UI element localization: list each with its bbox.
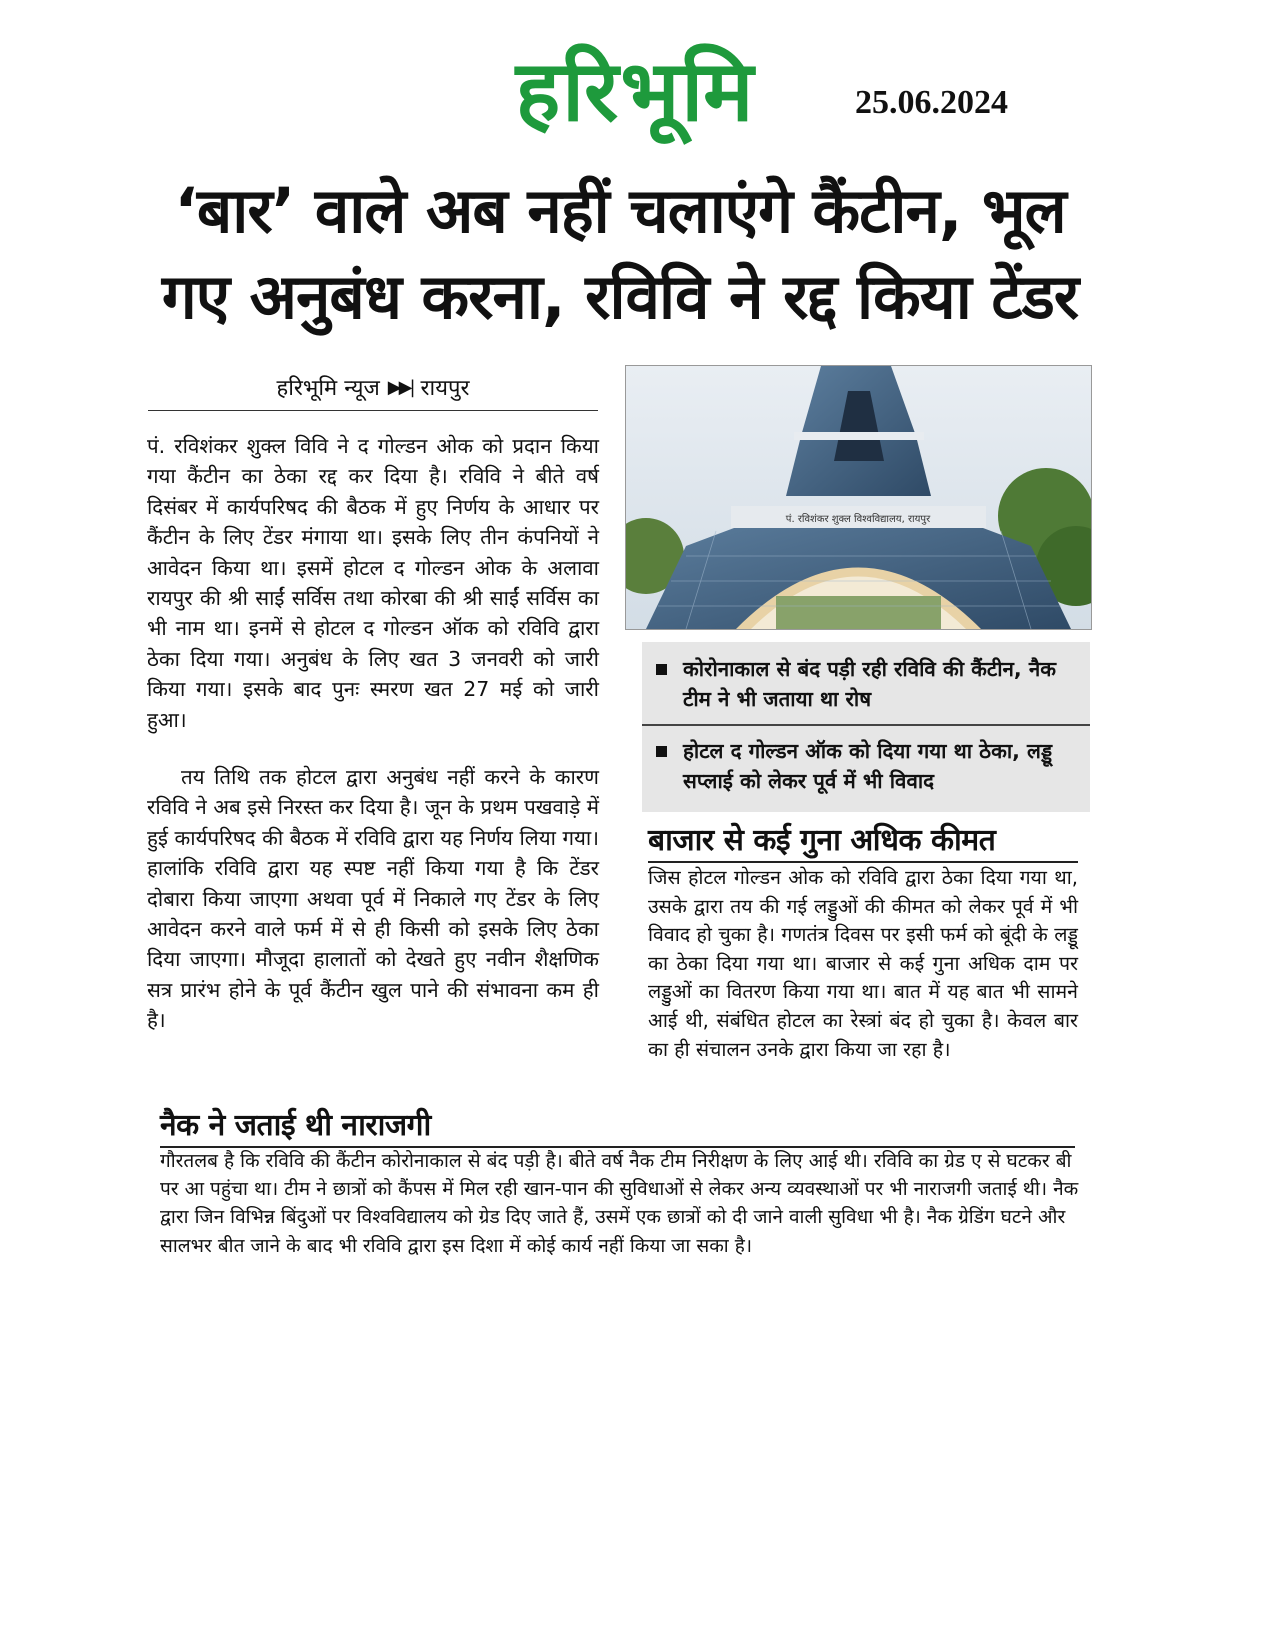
bullet-square-icon [656, 746, 667, 757]
byline-source: हरिभूमि न्यूज [276, 376, 380, 401]
gate-illustration [626, 366, 1091, 629]
byline-arrow-icon: ▶▶| [387, 376, 413, 398]
byline [148, 372, 598, 411]
subheading-naac: नैक ने जताई थी नाराजगी [160, 1103, 1075, 1148]
article-paragraph-1: पं. रविशंकर शुक्ल विवि ने द गोल्डन ओक को प्रदान किया गया कैंटीन का ठेका रद्द कर दिया है। रविवि ने बीते वर्ष दिसंबर में कार्यपरिषद की बैठक में हुए निर्णय के आधार पर कैंटीन के लिए टेंडर मंगाया था। इसके लिए तीन कंपनियों ने आवेदन किया था। इसमें होटल द गोल्डन ओक के अलावा रायपुर की श्री साईं सर्विस तथा कोरबा की श्री साईं सर्विस का भी नाम था। इनमें से होटल द गोल्डन ऑक को रविवि द्वारा ठेका दिया गया। अनुबंध के लिए खत 3 जनवरी को जारी किया गया। इसके बाद पुनः स्मरण खत 27 मई को जारी हुआ। [147, 434, 599, 732]
highlight-text: होटल द गोल्डन ऑक को दिया गया था ठेका, लड्डू सप्लाई को लेकर पूर्व में भी विवाद [683, 738, 1053, 793]
section-naac-text: गौरतलब है कि रविवि की कैंटीन कोरोनाकाल से बंद पड़ी है। बीते वर्ष नैक टीम निरीक्षण के लिए आई थी। रविवि का ग्रेड ए से घटकर बी पर आ पहुंचा था। टीम ने छात्रों को कैंपस में मिल रही खान-पान की सुविधाओं से लेकर अन्य व्यवस्थाओं पर भी नाराजगी जताई थी। नैक द्वारा जिन विभिन्न बिंदुओं पर विश्वविद्यालय को ग्रेड दिए जाते हैं, उसमें एक छात्रों को दी जाने वाली सुविधा भी है। नैक ग्रेडिंग घटने और सालभर बीत जाने के बाद भी रविवि द्वारा इस दिशा में कोई कार्य नहीं किया जा सका है। [160, 1150, 1079, 1257]
subheading-price: बाजार से कई गुना अधिक कीमत [648, 818, 1078, 863]
bullet-square-icon [656, 664, 667, 675]
article-paragraph-2: तय तिथि तक होटल द्वारा अनुबंध नहीं करने के कारण रविवि ने अब इसे निरस्त कर दिया है। जून के प्रथम पखवाड़े में हुई कार्यपरिषद की बैठक में रविवि द्वारा यह निर्णय लिया गया। हालांकि रविवि द्वारा यह स्पष्ट नहीं किया गया है कि टेंडर दोबारा किया जाएगा अथवा पूर्व में निकाले गए टेंडर के लिए आवेदन करने वाले फर्म में से ही किसी को इसके लिए ठेका दिया जाएगा। मौजूदा हालातों को देखते हुए नवीन शैक्षणिक सत्र प्रारंभ होने के पूर्व कैंटीन खुल पाने की संभावना कम ही है। [147, 765, 599, 1033]
highlights-box [642, 642, 1090, 812]
highlight-divider [642, 724, 1090, 726]
highlight-item [642, 648, 1090, 720]
logo-text: हरिभूमि [515, 42, 756, 140]
highlight-item [642, 730, 1090, 802]
section-price-text: जिस होटल गोल्डन ओक को रविवि द्वारा ठेका दिया गया था, उसके द्वारा तय की गई लड्डुओं की कीमत को लेकर पूर्व में भी विवाद हो चुका है। गणतंत्र दिवस पर इसी फर्म को बूंदी के लड्डू का ठेका दिया गया था। बाजार से कई गुना अधिक दाम पर लड्डुओं का वितरण किया गया था। बात में यह बात भी सामने आई थी, संबंधित होटल का रेस्त्रां बंद हो चुका है। केवल बार का ही संचालन उनके द्वारा किया जा रहा है। [648, 866, 1078, 1061]
byline-city: रायपुर [420, 376, 470, 401]
university-gate-photo [625, 365, 1092, 630]
newspaper-logo [443, 28, 828, 154]
publication-date: 25.06.2024 [855, 84, 1008, 121]
headline: ‘बार’ वाले अब नहीं चलाएंगे कैंटीन, भूल गए अनुबंध करना, रविवि ने रद्द किया टेंडर [161, 174, 1079, 333]
gate-sign-text: पं. रविशंकर शुक्ल विश्वविद्यालय, रायपुर [785, 514, 931, 525]
highlight-text: कोरोनाकाल से बंद पड़ी रही रविवि की कैंटीन, नैक टीम ने भी जताया था रोष [683, 657, 1056, 711]
